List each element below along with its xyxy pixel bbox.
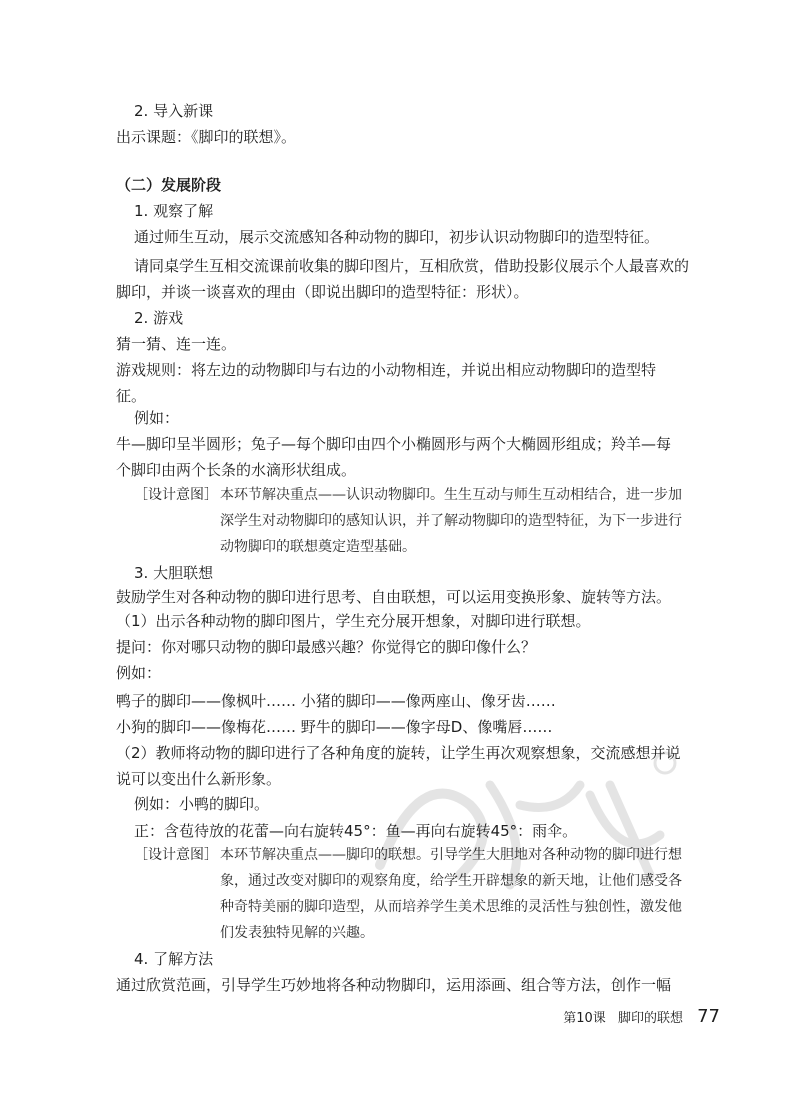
paragraph: 说可以变出什么新形象。: [116, 770, 282, 788]
paragraph: 例如：: [116, 664, 162, 682]
subheading-2: 2. 游戏: [134, 309, 184, 327]
subheading-1: 1. 观察了解: [134, 202, 214, 220]
paragraph: 出示课题：《脚印的联想》。: [116, 128, 297, 146]
paragraph: （1）出示各种动物的脚印图片，学生充分展开想象，对脚印进行联想。: [116, 612, 591, 630]
paragraph: （2）教师将动物的脚印进行了各种角度的旋转，让学生再次观察想象，交流感想并说: [116, 744, 681, 762]
design-intent-text: 深学生对动物脚印的感知认识，并了解动物脚印的造型特征，为下一步进行: [220, 513, 682, 529]
paragraph: 通过欣赏范画，引导学生巧妙地将各种动物脚印，运用添画、组合等方法，创作一幅: [116, 976, 672, 994]
paragraph: 请同桌学生互相交流课前收集的脚印图片，互相欣赏，借助投影仪展示个人最喜欢的: [134, 257, 690, 275]
subheading-3: 3. 大胆联想: [134, 564, 214, 582]
paragraph: 正：含苞待放的花蕾—向右旋转45°：鱼—再向右旋转45°：雨伞。: [134, 822, 578, 840]
example-line: 鸭子的脚印——像枫叶…… 小猪的脚印——像两座山、像牙齿……: [116, 692, 556, 710]
paragraph: 提问：你对哪只动物的脚印最感兴趣？你觉得它的脚印像什么？: [116, 638, 537, 656]
design-intent-text: 种奇特美丽的脚印造型，从而培养学生美术思维的灵活性与独创性，激发他: [220, 899, 682, 915]
paragraph: 例如：: [134, 409, 180, 427]
paragraph: 脚印，并谈一谈喜欢的理由（即说出脚印的造型特征：形状）。: [116, 283, 529, 301]
design-intent-text: 本环节解决重点——认识动物脚印。生生互动与师生互动相结合，进一步加: [220, 487, 682, 503]
design-intent-label: ［设计意图］: [134, 487, 218, 503]
paragraph: 个脚印由两个长条的水滴形状组成。: [116, 461, 357, 479]
paragraph: 通过师生互动，展示交流感知各种动物的脚印，初步认识动物脚印的造型特征。: [134, 228, 660, 246]
design-intent-text: 象，通过改变对脚印的观察角度，给学生开辟想象的新天地，让他们感受各: [220, 873, 682, 889]
paragraph: 猜一猜、连一连。: [116, 335, 237, 353]
design-intent-text: 本环节解决重点——脚印的联想。引导学生大胆地对各种动物的脚印进行想: [220, 847, 682, 863]
section-heading-2: 2. 导入新课: [134, 102, 214, 120]
paragraph: 鼓励学生对各种动物的脚印进行思考、自由联想，可以运用变换形象、旋转等方法。: [116, 588, 672, 606]
example-line: 小狗的脚印——像梅花…… 野牛的脚印——像字母D、像嘴唇……: [116, 718, 553, 736]
paragraph: 征。: [116, 387, 147, 405]
footer-title: 脚印的联想: [617, 1011, 683, 1026]
design-intent-label: ［设计意图］: [134, 847, 218, 863]
subheading-4: 4. 了解方法: [134, 950, 214, 968]
design-intent-text: 们发表独特见解的兴趣。: [220, 925, 374, 941]
page-number: 77: [697, 1006, 720, 1027]
paragraph: 牛—脚印呈半圆形；兔子—每个脚印由四个小椭圆形与两个大椭圆形组成；羚羊—每: [116, 435, 672, 453]
publisher-watermark-icon: [360, 745, 680, 895]
page-footer: [563, 1006, 720, 1027]
stage-heading: （二）发展阶段: [116, 176, 222, 194]
footer-lesson: 第10课: [563, 1011, 606, 1026]
paragraph: 例如：小鸭的脚印。: [134, 795, 270, 813]
design-intent-text: 动物脚印的联想奠定造型基础。: [220, 539, 416, 555]
paragraph: 游戏规则：将左边的动物脚印与右边的小动物相连，并说出相应动物脚印的造型特: [116, 361, 657, 379]
